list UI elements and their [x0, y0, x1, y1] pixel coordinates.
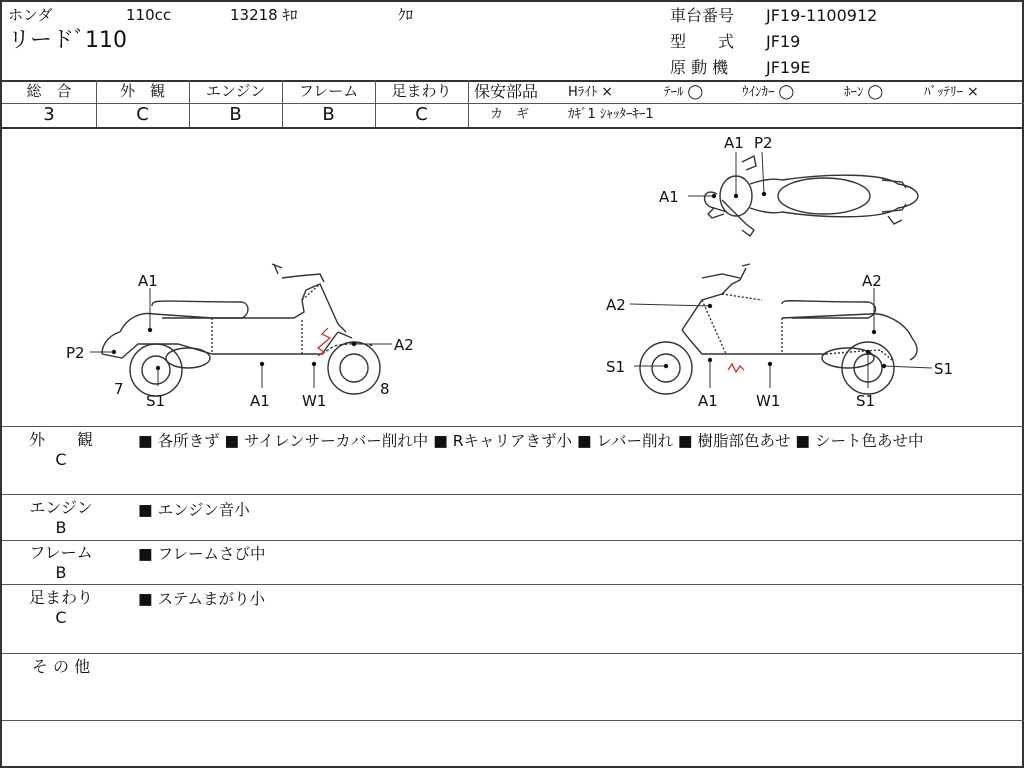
- safety-item-headlight: Hﾗｲﾄ ×: [568, 84, 614, 100]
- grade-label-frame: フレーム: [298, 82, 359, 100]
- status-mark-icon: ◯: [867, 84, 884, 100]
- remark-text-exterior: ■ 各所きず ■ サイレンサーカバー削れ中 ■ Rキャリアきず小 ■ レバー削れ ■ 樹脂部色あせ ■ シート色あせ中: [138, 432, 924, 450]
- remark-text-suspension: ■ ステムまがり小: [138, 590, 265, 608]
- frame-number: JF19-1100912: [766, 6, 878, 25]
- grade-value-suspension: C: [415, 104, 428, 125]
- model-type: JF19: [766, 32, 801, 51]
- grade-label-suspension: 足まわり: [391, 82, 452, 100]
- divider: [468, 103, 1024, 104]
- diagram-label: S1: [856, 392, 876, 410]
- grade-value-engine: B: [229, 104, 242, 125]
- grade-label-overall: 総 合: [26, 82, 72, 100]
- model-name: リードﾞ110: [8, 28, 127, 53]
- status-mark-icon: ◯: [687, 84, 704, 100]
- safety-parts-title: 保安部品: [474, 82, 539, 101]
- key-value: ｶｷﾞ1 ｼｬｯﾀｰｷｰ1: [568, 107, 654, 122]
- divider: [2, 540, 1024, 541]
- remark-label-engine: エンジン B: [29, 498, 93, 537]
- diagram-label: A1: [659, 188, 679, 206]
- engine-type-label: 原 動 機: [670, 58, 729, 77]
- key-label: カ ギ: [490, 107, 530, 122]
- frame-number-label: 車台番号: [670, 6, 735, 25]
- diagram-label: A1: [138, 272, 158, 290]
- divider: [2, 494, 1024, 495]
- status-mark-icon: ◯: [778, 84, 795, 100]
- diagram-label: W1: [302, 392, 327, 410]
- diagram-label: A1: [724, 134, 744, 152]
- remark-label-suspension: 足まわり C: [28, 588, 93, 627]
- damage-diagram: [2, 128, 1024, 426]
- damage-mark-icon: [318, 328, 330, 356]
- divider: [468, 80, 469, 127]
- remark-text-engine: ■ エンジン音小: [138, 501, 250, 519]
- leader-lines: [90, 152, 932, 388]
- mileage: 13218 ｷﾛ: [230, 6, 298, 24]
- diagram-label: W1: [756, 392, 781, 410]
- diagram-label: S1: [606, 358, 626, 376]
- diagram-label: S1: [934, 360, 954, 378]
- diagram-label: 8: [380, 380, 390, 398]
- safety-item-battery: ﾊﾞｯﾃﾘｰ ×: [924, 84, 979, 100]
- diagram-label: P2: [754, 134, 773, 152]
- status-mark-icon: ×: [601, 84, 614, 100]
- grade-value-exterior: C: [136, 104, 149, 125]
- status-mark-icon: ×: [967, 84, 979, 100]
- remark-label-frame: フレーム B: [29, 543, 93, 582]
- divider: [2, 426, 1024, 427]
- grade-value-overall: 3: [43, 104, 55, 125]
- diagram-label: P2: [66, 344, 85, 362]
- remark-text-frame: ■ フレームさび中: [138, 545, 266, 563]
- maker-name: ホンダ: [8, 6, 53, 24]
- remark-label-exterior: 外 観 C: [28, 430, 93, 469]
- engine-type: JF19E: [766, 58, 811, 77]
- model-type-label: 型 式: [670, 32, 735, 51]
- grade-label-exterior: 外 観: [119, 82, 165, 100]
- safety-item-horn: ﾎｰﾝ ◯: [844, 84, 884, 100]
- grade-value-frame: B: [322, 104, 335, 125]
- diagram-label: A1: [250, 392, 270, 410]
- safety-item-winker: ｳｲﾝｶｰ ◯: [742, 84, 795, 100]
- body-color: ｸﾛ: [398, 6, 414, 24]
- divider: [2, 720, 1024, 721]
- divider: [2, 653, 1024, 654]
- grade-label-engine: エンジン: [205, 82, 266, 100]
- remark-label-other: そ の 他: [31, 657, 91, 676]
- displacement: 110cc: [126, 6, 172, 24]
- diagram-label: A1: [698, 392, 718, 410]
- divider: [2, 584, 1024, 585]
- diagram-label: A2: [394, 336, 414, 354]
- diagram-label: A2: [862, 272, 882, 290]
- damage-mark-icon: [728, 364, 744, 372]
- diagram-label: S1: [146, 392, 166, 410]
- diagram-label: 7: [114, 380, 124, 398]
- diagram-label: A2: [606, 296, 626, 314]
- safety-item-tail: ﾃｰﾙ ◯: [664, 84, 704, 100]
